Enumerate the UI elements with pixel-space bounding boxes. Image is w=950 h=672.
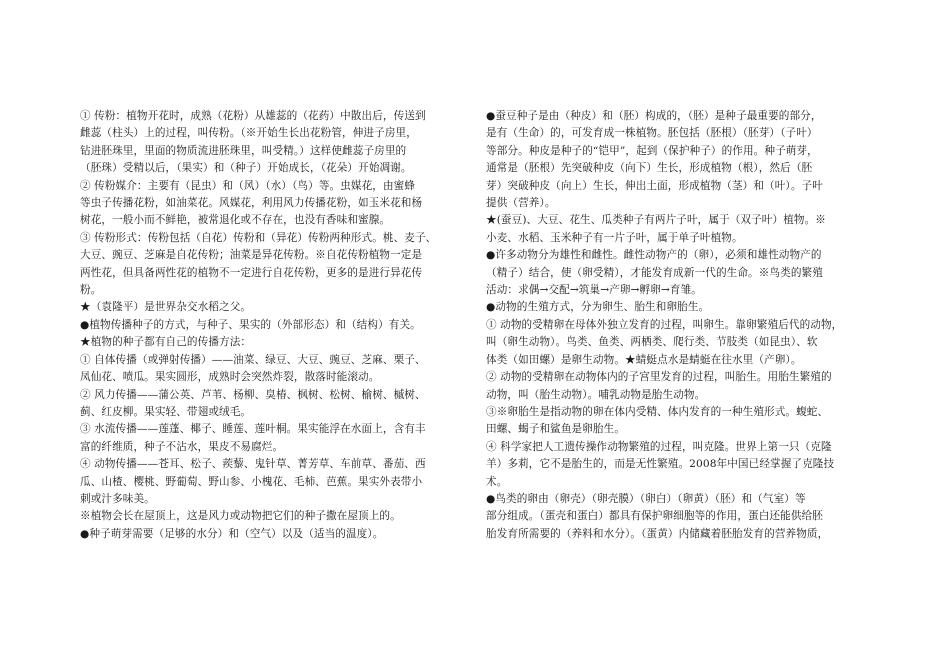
text-line: ●植物传播种子的方式，与种子、果实的（外部形态）和（结构）有关。 xyxy=(80,318,421,331)
text-line: 凤仙花、喷瓜。果实圆形，成熟时会突然炸裂，散落时能滚动。 xyxy=(80,371,380,384)
text-line: 叫（卵生动物）。鸟类、鱼类、两栖类、爬行类、节肢类（如昆虫）、软 xyxy=(486,336,818,349)
text-line: 大豆、豌豆、芝麻是自花传粉；油菜是异花传粉。※自花传粉植物一定是 xyxy=(80,249,423,262)
text-line: 部分组成。（蛋壳和蛋白）都具有保护卵细胞等的作用，蛋白还能供给胚 xyxy=(486,510,823,523)
text-line: ④ 动物传播——苍耳、松子、蒺藜、鬼针草、菁芳草、车前草、番茄、西 xyxy=(80,458,426,471)
text-line: 小麦、水稻、玉米种子有一片子叶，属于单子叶植物。 xyxy=(486,231,743,244)
left-text-column xyxy=(80,108,468,543)
text-line: 芽）突破种皮（向上）生长，伸出土面，形成植物（茎）和（叶）。子叶 xyxy=(486,179,823,192)
text-line: ★植物的种子都有自己的传播方法： xyxy=(80,336,252,349)
text-line: ●蚕豆种子是由（种皮）和（胚）构成的，（胚）是种子最重要的部分， xyxy=(486,110,822,122)
text-line: 等部分。种皮是种子的“铠甲”，起到（保护种子）的作用。种子萌芽， xyxy=(486,144,818,157)
text-line: （精子）结合，使（卵受精），才能发育成新一代的生命。※鸟类的繁殖 xyxy=(486,266,823,279)
text-line: ② 风力传播——蒲公英、芦苇、杨柳、臭椿、枫树、松树、榆树、槭树、 xyxy=(80,388,426,401)
text-line: 树花，一般小而不鲜艳，被常退化或不存在，也没有香味和蜜腺。 xyxy=(80,214,391,227)
text-line: 两性花，但具备两性花的植物不一定进行自花传粉，更多的是进行异花传 xyxy=(80,266,423,279)
text-line: ① 传粉：植物开花时，成熟（花粉）从雄蕊的（花药）中散出后，传送到 xyxy=(80,110,426,122)
text-line: 雌蕊（柱头）上的过程，叫传粉。（※开始生长出花粉管，伸进子房里， xyxy=(80,127,417,140)
text-line: ●动物的生殖方式，分为卵生、胎生和卵胎生。 xyxy=(486,301,710,314)
text-line: 钻进胚珠里，里面的物质流进胚珠里，叫受精。）这样使雌蕊子房里的 xyxy=(80,144,407,157)
text-line: （胚珠）受精以后，（果实）和（种子）开始成长，（花朵）开始凋谢。 xyxy=(80,162,412,175)
text-line: 是有（生命）的，可发育成一株植物。胚包括（胚根）（胚芽）（子叶） xyxy=(486,127,818,140)
text-line: ●许多动物分为雄性和雌性。雌性动物产的（卵），必须和雄性动物产的 xyxy=(486,249,822,262)
right-text-column xyxy=(486,108,874,543)
text-line: ★（袁隆平）是世界杂交水稻之父。 xyxy=(80,301,252,314)
text-line: 动物，叫（胎生动物）。哺乳动物是胎生动物。 xyxy=(486,388,706,401)
text-line: 羊）多莉，它不是胎生的，而是无性繁殖。2008年中国已经掌握了克隆技 xyxy=(486,458,835,471)
text-line: ●种子萌芽需要（足够的水分）和（空气）以及（适当的温度）。 xyxy=(80,527,384,540)
text-line: 刺或汁多味美。 xyxy=(80,492,155,505)
text-line: 通常是（胚根）先突破种皮（向下）生长，形成植物（根），然后（胚 xyxy=(486,162,813,175)
text-line: ② 动物的受精卵在动物体内的子宫里发育的过程，叫胎生。用胎生繁殖的 xyxy=(486,371,832,384)
text-line: ① 自体传播（或弹射传播）——油菜、绿豆、大豆、豌豆、芝麻、栗子、 xyxy=(80,353,426,366)
text-line: 蓟、红皮柳。果实轻、带翅或绒毛。 xyxy=(80,405,252,418)
text-line: 术。 xyxy=(486,475,508,488)
text-line: ② 传粉媒介：主要有（昆虫）和（风）（水）（鸟）等。虫媒花，由蜜蜂 xyxy=(80,179,416,192)
text-line: ●鸟类的卵由（卵壳）（卵壳膜）（卵白）（卵黄）（胚）和（气室）等 xyxy=(486,492,806,505)
text-line: ③ 水流传播——莲蓬、椰子、睡莲、莲叶桐。果实能浮在水面上，含有丰 xyxy=(80,423,426,436)
text-line: 活动：求偶→交配→筑巢→产卵→孵卵→育雏。 xyxy=(486,284,702,297)
text-line: ④ 科学家把人工遗传操作动物繁殖的过程，叫克隆。世界上第一只（克隆 xyxy=(486,440,832,453)
text-line: 等虫子传播花粉，如油菜花。风媒花，利用风力传播花粉，如玉米花和杨 xyxy=(80,197,423,210)
text-line: 瓜、山楂、樱桃、野葡萄、野山参、小槐花、毛柿、芭蕉。果实外表带小 xyxy=(80,475,423,488)
text-line: 田螺、蝎子和鲨鱼是卵胎生。 xyxy=(486,423,626,436)
text-line: 体类（如田螺）是卵生动物。★蜻蜓点水是蜻蜓在往水里（产卵）。 xyxy=(486,353,802,366)
text-line: ★(蚕豆)、大豆、花生、瓜类种子有两片子叶，属于（双子叶）植物。※ xyxy=(486,214,826,227)
text-line: ③ 传粉形式：传粉包括（自花）传粉和（异花）传粉两种形式。桃、麦子、 xyxy=(80,231,437,244)
text-line: 富的纤维质，种子不沾水，果皮不易腐烂。 xyxy=(80,440,284,453)
text-line: ① 动物的受精卵在母体外独立发育的过程，叫卵生。靠卵繁殖后代的动物， xyxy=(486,318,843,331)
text-line: 粉。 xyxy=(80,284,102,297)
text-line: ③※卵胎生是指动物的卵在体内受精、体内发育的一种生殖形式。蝮蛇、 xyxy=(486,405,829,418)
text-line: ※植物会长在屋顶上，这是风力或动物把它们的种子撒在屋顶上的。 xyxy=(80,510,401,523)
text-line: 胎发育所需要的（养料和水分）。（蛋黄）内储藏着胚胎发育的营养物质， xyxy=(486,527,829,540)
text-line: 提供（营养）。 xyxy=(486,197,556,210)
